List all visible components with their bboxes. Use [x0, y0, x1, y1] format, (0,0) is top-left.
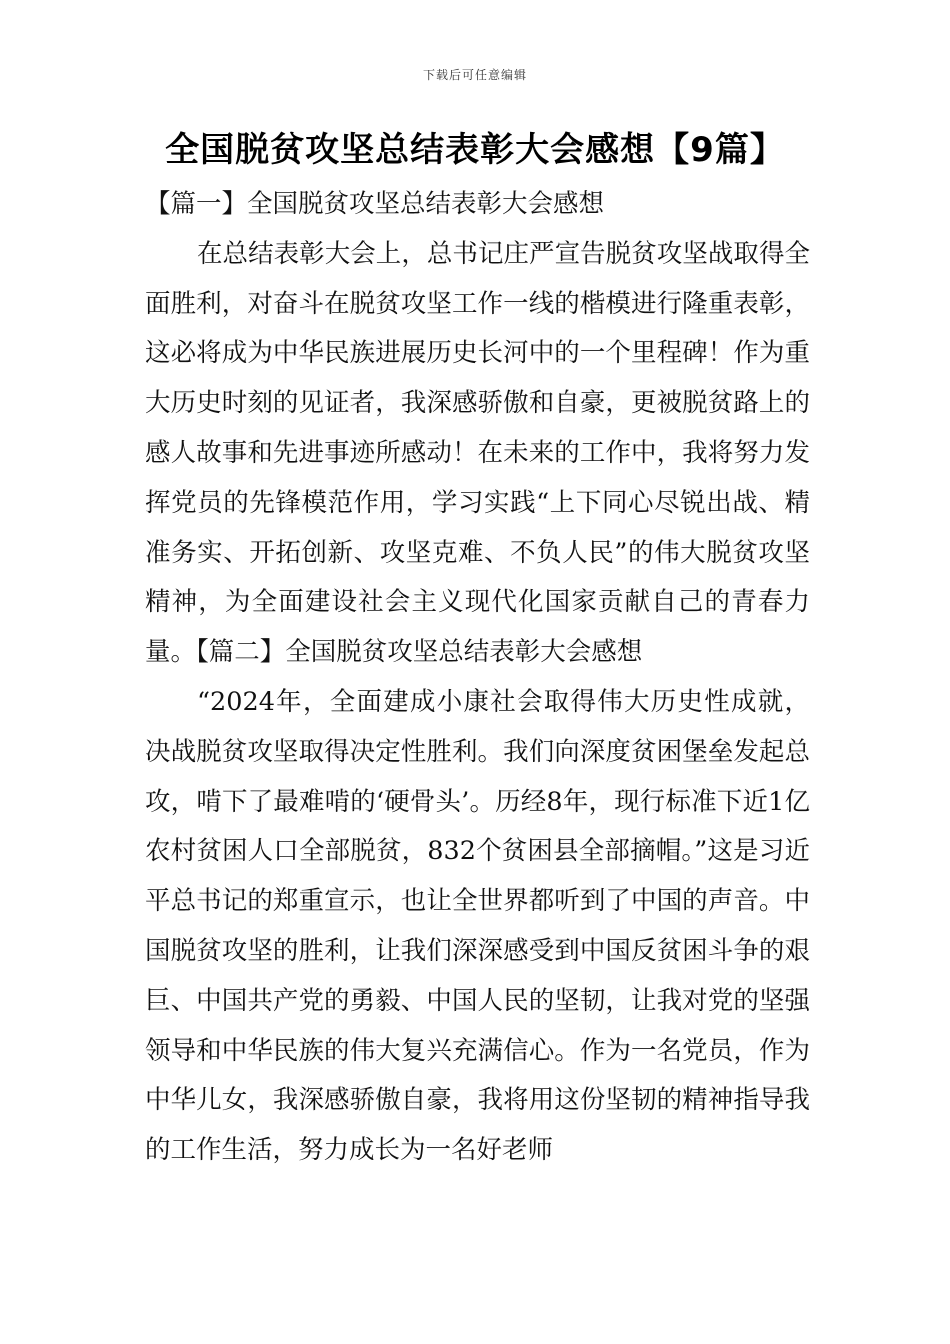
paragraph-2: “2024年，全面建成小康社会取得伟大历史性成就，决战脱贫攻坚取得决定性胜利。我们向深度贫困堡垒发起总攻，啃下了最难啃的‘硬骨头’。历经8年，现行标准下近1亿农村贫困人口全部脱贫，832个贫困县全部摘帽。”这是习近平总书记的郑重宣示，也让全世界都听到了中国的声音。中国脱贫攻坚的胜利，让我们深深感受到中国反贫困斗争的艰巨、中国共产党的勇毅、中国人民的坚韧，让我对党的坚强领导和中华民族的伟大复兴充满信心。作为一名党员，作为中华儿女，我深感骄傲自豪，我将用这份坚韧的精神指导我的工作生活，努力成长为一名好老师 [145, 686, 810, 1166]
section-heading-1: 【篇一】全国脱贫攻坚总结表彰大会感想 [145, 189, 605, 219]
header-note: 下载后可任意编辑 [422, 68, 527, 82]
paragraph-1 [145, 230, 810, 678]
document-title: 全国脱贫攻坚总结表彰大会感想【9篇】 [165, 130, 785, 170]
section-heading-2: 【篇二】全国脱贫攻坚总结表彰大会感想 [196, 637, 643, 668]
document-body [145, 180, 810, 1176]
paragraph-1-text: 在总结表彰大会上，总书记庄严宣告脱贫攻坚战取得全面胜利，对奋斗在脱贫攻坚工作一线的楷模进行隆重表彰，这必将成为中华民族进展历史长河中的一个里程碑！作为重大历史时刻的见证者，我深感骄傲和自豪，更被脱贫路上的感人故事和先进事迹所感动！在未来的工作中，我将努力发挥党员的先锋模范作用，学习实践“上下同心尽锐出战、精准务实、开拓创新、攻坚克难、不负人民”的伟大脱贫攻坚精神，为全面建设社会主义现代化国家贡献自己的青春力量。 [145, 238, 810, 668]
